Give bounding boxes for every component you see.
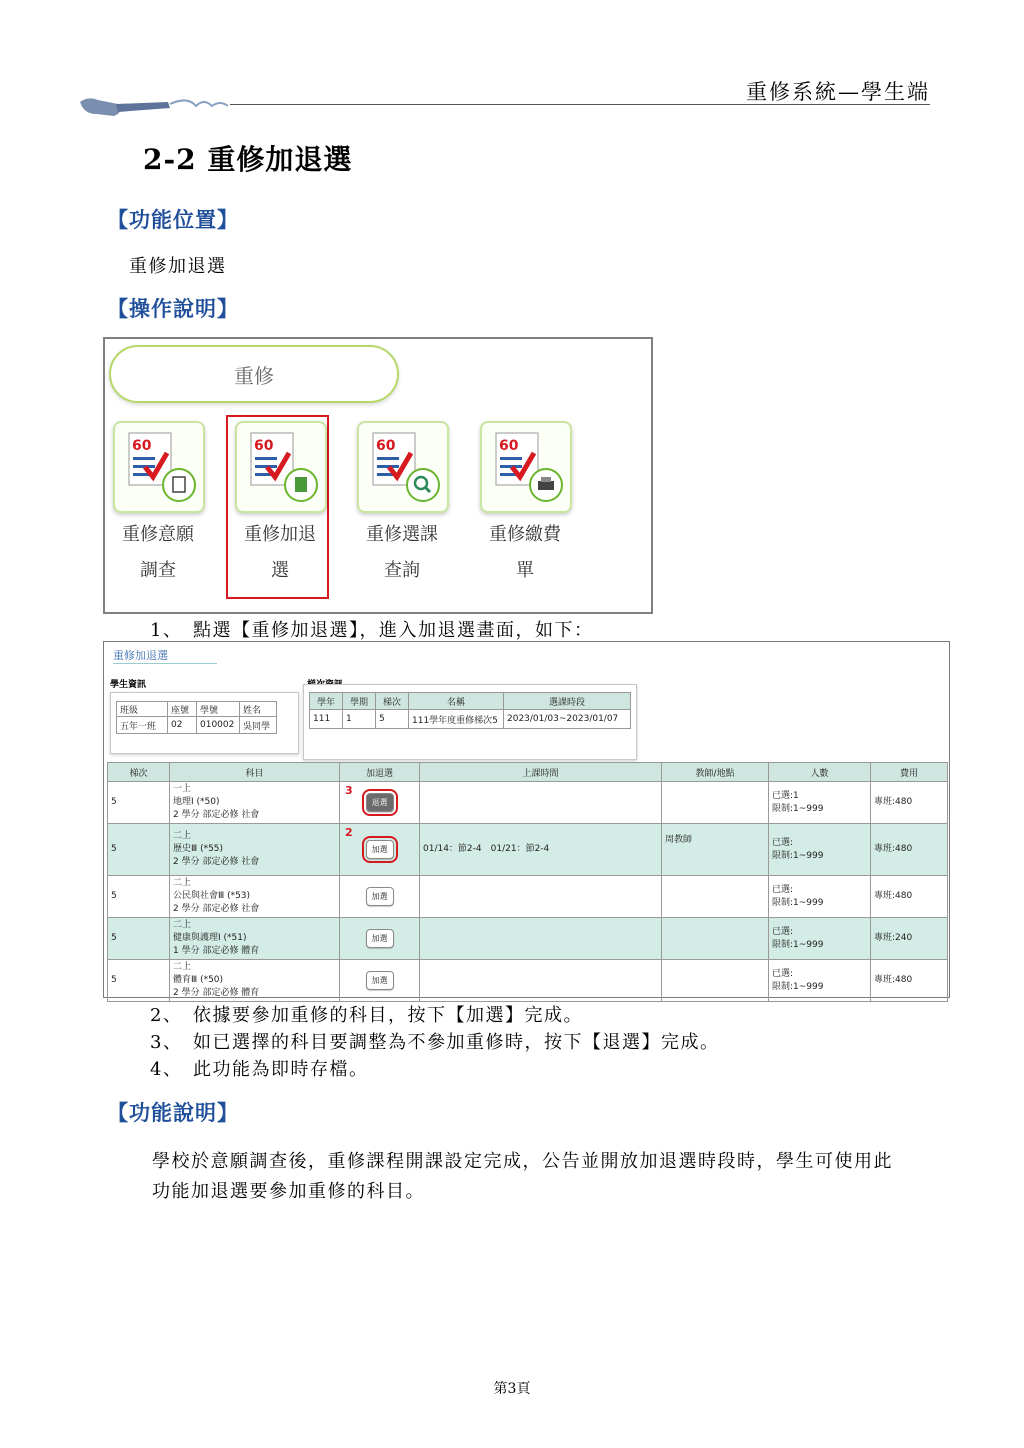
enroll-icon <box>237 423 325 511</box>
step-1: 1、 點選【重修加退選】，進入加退選畫面，如下： <box>150 620 594 641</box>
survey-icon <box>115 423 203 511</box>
svg-text:60: 60 <box>499 438 519 454</box>
session-info-table: 學年 學期 梯次 名稱 選課時段 111 1 5 111學年度重修梯次5 2023/01/03~2023/01/07 <box>309 692 631 729</box>
student-info-title: 學生資訊 <box>110 680 147 690</box>
add-button[interactable]: 加選 <box>366 840 394 859</box>
session-info-panel <box>303 684 637 760</box>
svg-text:60: 60 <box>132 438 152 454</box>
add-button[interactable]: 加選 <box>366 887 394 906</box>
function-location-text: 重修加退選 <box>129 256 227 277</box>
tile-query-label: 重修選課 查詢 <box>366 524 438 581</box>
svg-text:60: 60 <box>254 438 274 454</box>
tab-title[interactable]: 重修加退選 <box>113 649 168 662</box>
marker-2: 2 <box>345 826 353 839</box>
function-desc-line2: 功能加退選要參加重修的科目。 <box>152 1181 425 1202</box>
section-title: 2-2 重修加退選 <box>143 143 353 176</box>
tab-underline <box>113 663 217 664</box>
col-add-drop: 加退選 <box>340 763 420 782</box>
print-icon <box>482 423 570 511</box>
add-button[interactable]: 加選 <box>366 929 394 948</box>
col-subject: 科目 <box>170 763 340 782</box>
tile-survey-label: 重修意願 調查 <box>122 524 194 581</box>
function-desc-line1: 學校於意願調查後，重修課程開課設定完成，公告並開放加退選時段時，學生可使用此 <box>152 1151 893 1172</box>
student-info-panel <box>110 692 299 754</box>
col-batch: 梯次 <box>108 763 170 782</box>
table-row: 5 二上 健康與護理Ⅰ (*51) 1 學分 部定必修 體育 加選 已選: 限制:1~999 專班:240 <box>108 918 948 960</box>
col-fee: 費用 <box>871 763 948 782</box>
col-count: 人數 <box>769 763 871 782</box>
function-desc-heading: 【功能說明】 <box>107 1100 239 1125</box>
page-number: 第3頁 <box>493 1381 531 1397</box>
step-4: 4、 此功能為即時存檔。 <box>150 1059 369 1080</box>
drop-button[interactable]: 退選 <box>366 793 394 812</box>
tile-enroll[interactable] <box>235 421 327 513</box>
operation-heading: 【操作說明】 <box>107 296 239 321</box>
header-rule <box>230 104 930 105</box>
enroll-screenshot <box>103 641 950 998</box>
course-table <box>107 762 948 1002</box>
table-row: 5 二上 歷史Ⅲ (*55) 2 學分 部定必修 社會 2 加選 01/14：節2-4 01/21：節2-4 周教師 已選: 限制:1~999 專班:480 <box>108 824 948 876</box>
tile-payment[interactable] <box>480 421 572 513</box>
tile-payment-label: 重修繳費 單 <box>489 524 561 581</box>
col-teacher: 教師/地點 <box>662 763 769 782</box>
function-location-heading: 【功能位置】 <box>107 207 239 232</box>
col-time: 上課時間 <box>420 763 662 782</box>
student-info-table: 班級 座號 學號 姓名 五年一班 02 010002 吳同學 <box>116 701 277 734</box>
category-pill[interactable]: 重修 <box>109 345 399 403</box>
header-title: 重修系統—學生端 <box>746 80 930 104</box>
tile-survey[interactable] <box>113 421 205 513</box>
add-button[interactable]: 加選 <box>366 971 394 990</box>
tile-enroll-label: 重修加退 選 <box>244 524 316 581</box>
step-3: 3、 如已選擇的科目要調整為不參加重修時，按下【退選】完成。 <box>150 1032 720 1053</box>
table-row: 5 二上 公民與社會Ⅲ (*53) 2 學分 部定必修 社會 加選 已選: 限制:1~999 專班:480 <box>108 876 948 918</box>
marker-3: 3 <box>345 784 353 797</box>
table-row: 5 一上 地理Ⅰ (*50) 2 學分 部定必修 社會 3 退選 已選:1 限制:1~999 專班:480 <box>108 782 948 824</box>
svg-text:60: 60 <box>376 438 396 454</box>
search-icon <box>359 423 447 511</box>
step-2: 2、 依據要參加重修的科目，按下【加選】完成。 <box>150 1005 583 1026</box>
table-row: 5 二上 體育Ⅲ (*50) 2 學分 部定必修 體育 加選 已選: 限制:1~999 專班:480 <box>108 960 948 1002</box>
tile-query[interactable] <box>357 421 449 513</box>
header-pen-decoration <box>78 92 238 126</box>
menu-screenshot <box>103 337 653 614</box>
